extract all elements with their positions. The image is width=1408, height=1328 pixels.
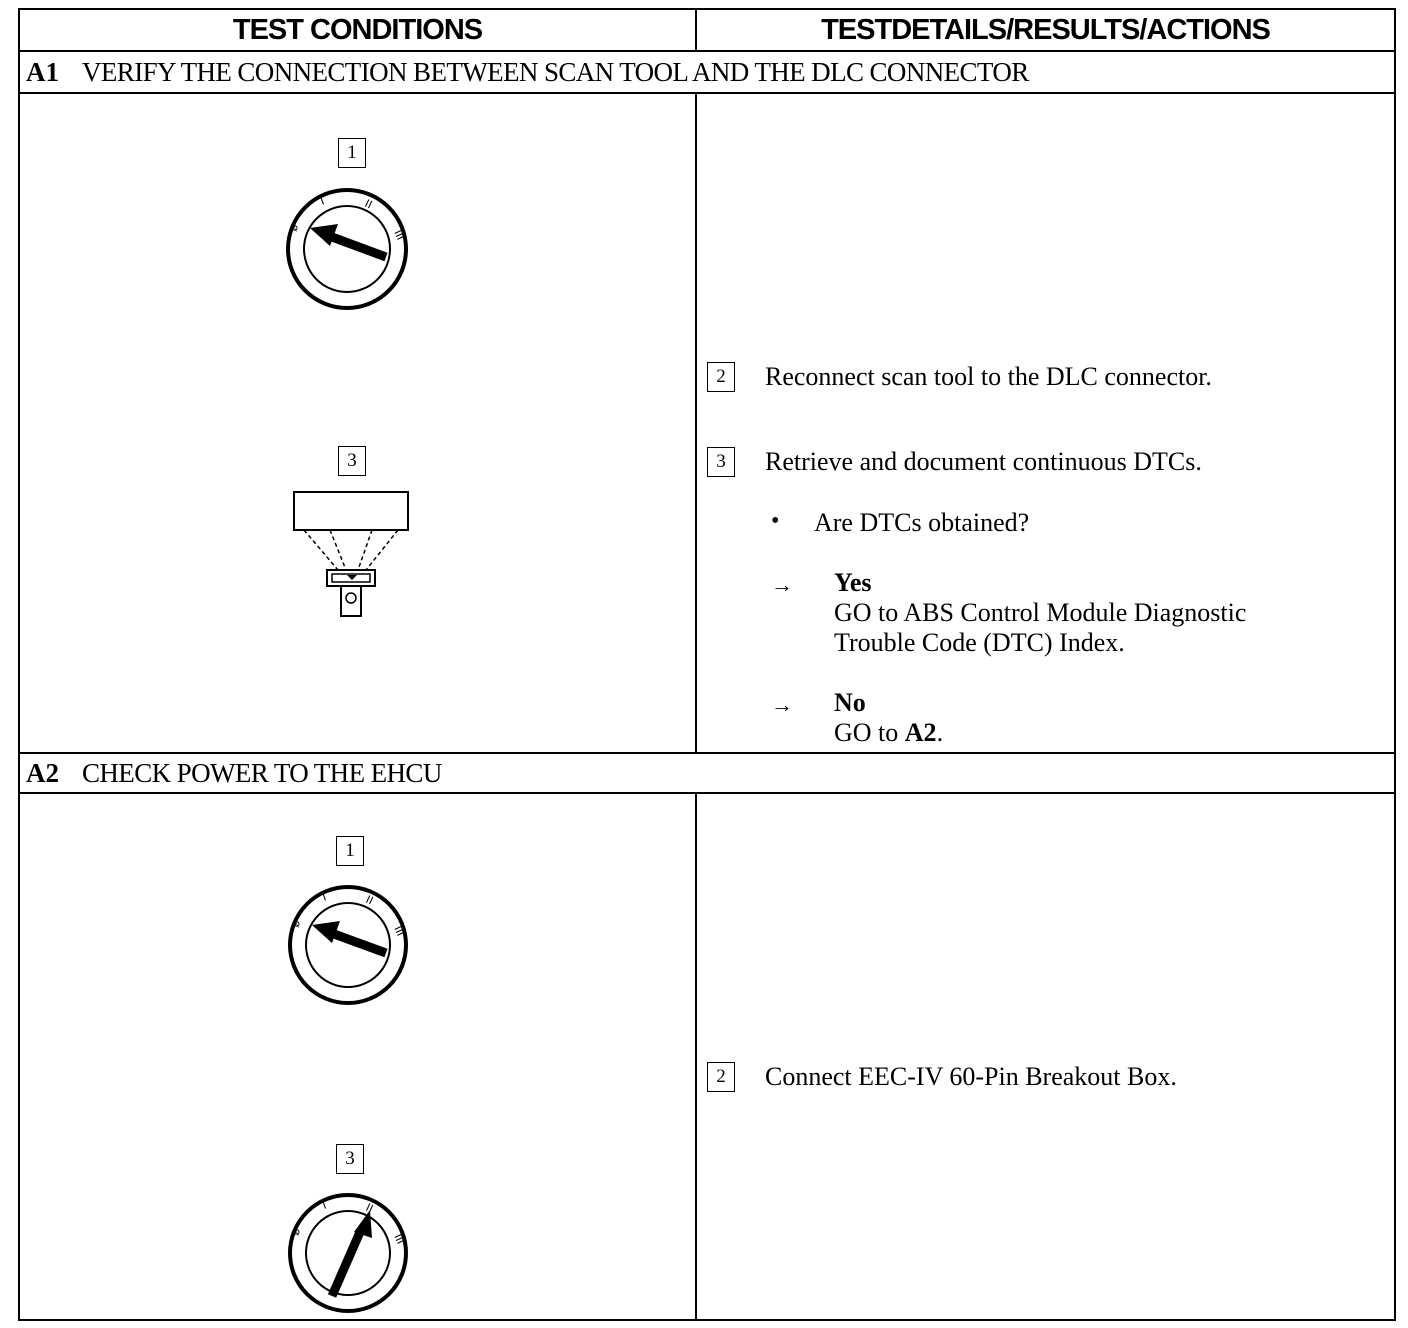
svg-text:I: I — [320, 1198, 329, 1212]
bullet-icon: • — [771, 508, 780, 534]
header-test-conditions: TEST CONDITIONS — [20, 10, 697, 52]
a1-step-3-right-box: 3 — [707, 447, 735, 477]
a1-question: Are DTCs obtained? — [814, 508, 1030, 537]
section-a2-conditions — [20, 794, 697, 1319]
a1-no-label: No — [834, 688, 866, 717]
a2-step-2-text: Connect EEC-IV 60-Pin Breakout Box. — [765, 1062, 1177, 1091]
a1-yes-line1: GO to ABS Control Module Diagnostic — [834, 598, 1247, 627]
a2-step-3-box: 3 — [336, 1144, 364, 1174]
a1-yes-label: Yes — [834, 568, 872, 597]
svg-text:I: I — [318, 194, 327, 208]
svg-text:III: III — [391, 1231, 408, 1247]
a1-step-1-box: 1 — [338, 138, 366, 168]
a1-step-3 — [707, 447, 1202, 477]
a1-no-target-link[interactable]: A2 — [904, 718, 937, 747]
svg-text:III: III — [391, 227, 408, 243]
a1-step-3-text: Retrieve and document continuous DTCs. — [765, 447, 1202, 476]
a1-no-prefix: GO to — [834, 718, 905, 747]
section-a1-code: A1 — [26, 56, 59, 87]
svg-text:ø: ø — [286, 222, 302, 234]
svg-text:II: II — [363, 892, 376, 908]
ignition-key-off-icon — [282, 188, 412, 312]
section-a1-details — [697, 94, 1394, 752]
svg-text:III: III — [391, 923, 408, 939]
arrow-right-icon: → — [771, 692, 793, 717]
svg-text:II: II — [362, 196, 375, 212]
a1-yes-line2: Trouble Code (DTC) Index. — [834, 628, 1125, 657]
header-test-details: TESTDETAILS/RESULTS/ACTIONS — [697, 10, 1394, 52]
section-a1-conditions — [20, 94, 697, 752]
ignition-key-off-icon — [284, 884, 412, 1008]
svg-text:I: I — [320, 890, 329, 904]
section-a2-code: A2 — [26, 757, 59, 788]
svg-text:ø: ø — [288, 1226, 304, 1238]
a2-step-2 — [707, 1062, 1177, 1092]
a2-step-2-box: 2 — [707, 1062, 735, 1092]
svg-text:ø: ø — [288, 918, 304, 930]
section-a1-title — [20, 52, 1394, 94]
a2-step-1-box: 1 — [336, 836, 364, 866]
a1-no-suffix: . — [936, 718, 944, 747]
section-a2-title — [20, 752, 1394, 794]
scan-tool-icon — [290, 488, 414, 620]
svg-text:II: II — [363, 1200, 376, 1216]
diagnostic-table — [18, 8, 1396, 1321]
section-a1-heading: VERIFY THE CONNECTION BETWEEN SCAN TOOL AND THE DLC CONNECTOR — [82, 56, 1029, 87]
arrow-right-icon: → — [771, 572, 793, 597]
a1-step-3-box: 3 — [338, 446, 366, 476]
a1-step-2-box: 2 — [707, 362, 735, 392]
section-a2-details — [697, 794, 1394, 1319]
section-a2-heading: CHECK POWER TO THE EHCU — [82, 757, 442, 788]
a1-step-2-text: Reconnect scan tool to the DLC connector. — [765, 362, 1212, 391]
a1-step-2 — [707, 362, 1212, 392]
a1-no-action — [834, 718, 943, 748]
ignition-key-run-icon — [284, 1192, 412, 1316]
